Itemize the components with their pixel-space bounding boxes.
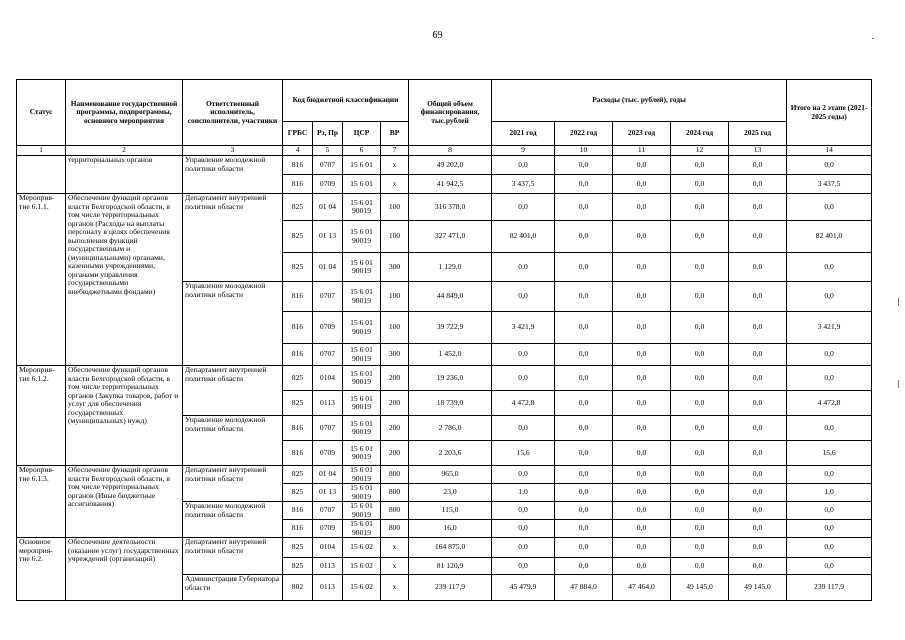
csr-cell: 15 6 01 90019: [343, 253, 381, 282]
program-name-cell: Обеспечение функций органов власти Белгородской области, в том числе территориальных органов (Иные бюджетные ассигнования): [66, 466, 183, 538]
grbs-cell: 825: [283, 391, 313, 416]
grbs-cell: 825: [283, 558, 313, 575]
stage-total-cell: 0,0: [787, 502, 872, 520]
total-cell: 16,0: [409, 520, 492, 538]
y2021-cell: 82 401,0: [492, 221, 555, 253]
rzpr-cell: 01 04: [313, 253, 343, 282]
y2021-cell: 0,0: [492, 416, 555, 441]
rzpr-cell: 0113: [313, 558, 343, 575]
y2024-cell: 0,0: [671, 538, 729, 558]
y2024-cell: 0,0: [671, 156, 729, 175]
y2022-cell: 0,0: [555, 221, 613, 253]
y2022-cell: 0,0: [555, 366, 613, 391]
csr-cell: 15 6 01 90019: [343, 391, 381, 416]
stage-total-cell: 0,0: [787, 466, 872, 484]
grbs-cell: 816: [283, 520, 313, 538]
csr-cell: 15 6 01 90019: [343, 441, 381, 466]
y2021-cell: 3 421,9: [492, 312, 555, 344]
csr-cell: 15 6 01 90019: [343, 194, 381, 221]
vr-cell: 100: [381, 221, 409, 253]
y2025-cell: 0,0: [729, 416, 787, 441]
y2023-cell: 0,0: [613, 194, 671, 221]
grbs-cell: 825: [283, 484, 313, 502]
y2024-cell: 0,0: [671, 194, 729, 221]
header-rzpr: Рз, Пр: [313, 122, 343, 146]
y2023-cell: 0,0: [613, 441, 671, 466]
y2023-cell: 0,0: [613, 366, 671, 391]
rzpr-cell: 0707: [313, 344, 343, 366]
status-cell: Мероприя-тие 6.1.2.: [17, 366, 66, 466]
total-cell: 316 378,0: [409, 194, 492, 221]
y2021-cell: 0,0: [492, 466, 555, 484]
y2022-cell: 0,0: [555, 344, 613, 366]
grbs-cell: 816: [283, 441, 313, 466]
rzpr-cell: 0709: [313, 441, 343, 466]
table-row: [17, 194, 872, 221]
y2022-cell: 0,0: [555, 391, 613, 416]
stage-total-cell: 3 421,9: [787, 312, 872, 344]
vr-cell: 300: [381, 253, 409, 282]
rzpr-cell: 0709: [313, 312, 343, 344]
executor-cell: Администрация Губернатора области: [183, 575, 283, 601]
y2022-cell: 0,0: [555, 441, 613, 466]
vr-cell: 800: [381, 484, 409, 502]
vr-cell: 800: [381, 466, 409, 484]
table-row: [17, 466, 872, 484]
budget-table: [16, 79, 872, 601]
csr-cell: 15 6 01 90019: [343, 344, 381, 366]
y2023-cell: 0,0: [613, 558, 671, 575]
y2022-cell: 0,0: [555, 520, 613, 538]
y2021-cell: 0,0: [492, 538, 555, 558]
header-year-2023: 2023 год: [613, 122, 671, 146]
y2021-cell: 0,0: [492, 253, 555, 282]
y2024-cell: 0,0: [671, 484, 729, 502]
y2022-cell: 0,0: [555, 253, 613, 282]
y2024-cell: 0,0: [671, 466, 729, 484]
y2025-cell: 0,0: [729, 221, 787, 253]
grbs-cell: 816: [283, 502, 313, 520]
grbs-cell: 816: [283, 312, 313, 344]
header-stage-total: Итого на 2 этапе (2021-2025 годы): [787, 80, 872, 146]
stage-total-cell: 0,0: [787, 344, 872, 366]
y2022-cell: 0,0: [555, 484, 613, 502]
rzpr-cell: 0707: [313, 502, 343, 520]
y2022-cell: 0,0: [555, 502, 613, 520]
stage-total-cell: 0,0: [787, 558, 872, 575]
y2023-cell: 0,0: [613, 538, 671, 558]
total-cell: 39 722,9: [409, 312, 492, 344]
vr-cell: 100: [381, 312, 409, 344]
y2025-cell: 0,0: [729, 502, 787, 520]
executor-cell: Управление молодежной политики области: [183, 502, 283, 538]
y2024-cell: 0,0: [671, 344, 729, 366]
y2025-cell: 0,0: [729, 253, 787, 282]
column-index: 1: [17, 146, 66, 156]
y2025-cell: 0,0: [729, 466, 787, 484]
y2024-cell: 0,0: [671, 558, 729, 575]
header-year-2022: 2022 год: [555, 122, 613, 146]
y2021-cell: 0,0: [492, 366, 555, 391]
y2023-cell: 0,0: [613, 344, 671, 366]
page-number: 69: [432, 30, 443, 41]
rzpr-cell: 01 04: [313, 466, 343, 484]
grbs-cell: 802: [283, 575, 313, 601]
stage-total-cell: 0,0: [787, 282, 872, 312]
grbs-cell: 825: [283, 538, 313, 558]
y2021-cell: 0,0: [492, 558, 555, 575]
rzpr-cell: 01 13: [313, 484, 343, 502]
grbs-cell: 825: [283, 221, 313, 253]
total-cell: 81 120,9: [409, 558, 492, 575]
y2024-cell: 0,0: [671, 175, 729, 194]
y2025-cell: 0,0: [729, 484, 787, 502]
column-index-row: [17, 146, 872, 156]
y2022-cell: 0,0: [555, 558, 613, 575]
stage-total-cell: 0,0: [787, 366, 872, 391]
stage-total-cell: 0,0: [787, 520, 872, 538]
scan-mark: [898, 380, 899, 388]
y2024-cell: 0,0: [671, 520, 729, 538]
csr-cell: 15 6 01 90019: [343, 466, 381, 484]
scan-mark: [898, 298, 899, 306]
y2024-cell: 0,0: [671, 282, 729, 312]
total-cell: 44 849,0: [409, 282, 492, 312]
y2022-cell: 0,0: [555, 312, 613, 344]
vr-cell: x: [381, 558, 409, 575]
grbs-cell: 816: [283, 175, 313, 194]
total-cell: 1 452,0: [409, 344, 492, 366]
header-grbs: ГРБС: [283, 122, 313, 146]
column-index: 13: [729, 146, 787, 156]
y2025-cell: 0,0: [729, 391, 787, 416]
csr-cell: 15 6 02: [343, 575, 381, 601]
y2023-cell: 0,0: [613, 466, 671, 484]
y2024-cell: 0,0: [671, 502, 729, 520]
header-year-2024: 2024 год: [671, 122, 729, 146]
header-expenses: Расходы (тыс. рублей), годы: [492, 80, 787, 122]
status-cell: Мероприя-тие 6.1.1.: [17, 194, 66, 366]
y2025-cell: 0,0: [729, 538, 787, 558]
table-row: [17, 156, 872, 175]
grbs-cell: 825: [283, 194, 313, 221]
budget-table-wrapper: [16, 79, 872, 601]
stage-total-cell: 0,0: [787, 194, 872, 221]
csr-cell: 15 6 01 90019: [343, 221, 381, 253]
y2023-cell: 0,0: [613, 312, 671, 344]
y2025-cell: 0,0: [729, 520, 787, 538]
y2022-cell: 0,0: [555, 175, 613, 194]
total-cell: 115,0: [409, 502, 492, 520]
csr-cell: 15 6 02: [343, 558, 381, 575]
rzpr-cell: 0707: [313, 156, 343, 175]
table-body: [17, 156, 872, 601]
total-cell: 164 875,0: [409, 538, 492, 558]
y2025-cell: 0,0: [729, 175, 787, 194]
y2024-cell: 0,0: [671, 441, 729, 466]
total-cell: 23,0: [409, 484, 492, 502]
y2025-cell: 0,0: [729, 366, 787, 391]
grbs-cell: 825: [283, 253, 313, 282]
vr-cell: x: [381, 575, 409, 601]
y2024-cell: 0,0: [671, 416, 729, 441]
total-cell: 41 942,5: [409, 175, 492, 194]
stage-total-cell: 15,6: [787, 441, 872, 466]
header-executor: Ответственный исполнитель, соисполнители, участники: [183, 80, 283, 146]
program-name-cell: территориальных органов: [66, 156, 183, 194]
status-cell: Мероприя-тие 6.1.3.: [17, 466, 66, 538]
program-name-cell: Обеспечение функций органов власти Белгородской области, в том числе территориальных органов (Закупка товаров, работ и услуг для обеспечения государственных (муниципальных) нужд): [66, 366, 183, 466]
vr-cell: 100: [381, 194, 409, 221]
rzpr-cell: 01 13: [313, 221, 343, 253]
y2021-cell: 45 479,9: [492, 575, 555, 601]
header-total-volume: Общий объем финансирования, тыс.рублей: [409, 80, 492, 146]
status-cell: Основное мероприя-тие 6.2.: [17, 538, 66, 601]
header-year-2021: 2021 год: [492, 122, 555, 146]
stage-total-cell: 0,0: [787, 538, 872, 558]
csr-cell: 15 6 01 90019: [343, 416, 381, 441]
csr-cell: 15 6 01 90019: [343, 282, 381, 312]
csr-cell: 15 6 01 90019: [343, 502, 381, 520]
vr-cell: 200: [381, 416, 409, 441]
header-csr: ЦСР: [343, 122, 381, 146]
y2022-cell: 0,0: [555, 194, 613, 221]
y2024-cell: 0,0: [671, 221, 729, 253]
csr-cell: 15 6 02: [343, 538, 381, 558]
column-index: 2: [66, 146, 183, 156]
grbs-cell: 816: [283, 156, 313, 175]
vr-cell: 200: [381, 391, 409, 416]
total-cell: 2 203,6: [409, 441, 492, 466]
total-cell: 965,0: [409, 466, 492, 484]
column-index: 7: [381, 146, 409, 156]
rzpr-cell: 0707: [313, 282, 343, 312]
stage-total-cell: 4 472,8: [787, 391, 872, 416]
vr-cell: 100: [381, 282, 409, 312]
y2022-cell: 0,0: [555, 538, 613, 558]
column-index: 8: [409, 146, 492, 156]
stage-total-cell: 3 437,5: [787, 175, 872, 194]
y2023-cell: 0,0: [613, 416, 671, 441]
rzpr-cell: 0113: [313, 391, 343, 416]
column-index: 10: [555, 146, 613, 156]
executor-cell: Департамент внутренней политики области: [183, 466, 283, 502]
stage-total-cell: 82 401,0: [787, 221, 872, 253]
y2021-cell: 15,6: [492, 441, 555, 466]
program-name-cell: Обеспечение функций органов власти Белгородской области, в том числе территориальных органов (Расходы на выплаты персоналу в целях обеспечения выполнения функций государственным и (муниципальными) органами, казенными учреждениями, органами управления государственными внебюджетными фондами): [66, 194, 183, 366]
csr-cell: 15 6 01 90019: [343, 484, 381, 502]
y2025-cell: 0,0: [729, 282, 787, 312]
total-cell: 327 471,0: [409, 221, 492, 253]
y2024-cell: 0,0: [671, 391, 729, 416]
vr-cell: 200: [381, 366, 409, 391]
vr-cell: x: [381, 156, 409, 175]
table-row: [17, 366, 872, 391]
total-cell: 2 786,0: [409, 416, 492, 441]
rzpr-cell: 0709: [313, 520, 343, 538]
csr-cell: 15 6 01: [343, 175, 381, 194]
header-year-2025: 2025 год: [729, 122, 787, 146]
y2022-cell: 0,0: [555, 466, 613, 484]
y2023-cell: 0,0: [613, 484, 671, 502]
grbs-cell: 816: [283, 416, 313, 441]
y2022-cell: 0,0: [555, 416, 613, 441]
total-cell: 18 739,0: [409, 391, 492, 416]
y2023-cell: 0,0: [613, 156, 671, 175]
column-index: 3: [183, 146, 283, 156]
y2021-cell: 0,0: [492, 344, 555, 366]
y2025-cell: 0,0: [729, 344, 787, 366]
grbs-cell: 825: [283, 466, 313, 484]
vr-cell: x: [381, 175, 409, 194]
csr-cell: 15 6 01 90019: [343, 312, 381, 344]
y2021-cell: 0,0: [492, 282, 555, 312]
vr-cell: 200: [381, 441, 409, 466]
grbs-cell: 816: [283, 344, 313, 366]
y2021-cell: 4 472,8: [492, 391, 555, 416]
csr-cell: 15 6 01 90019: [343, 366, 381, 391]
y2025-cell: 0,0: [729, 558, 787, 575]
y2023-cell: 0,0: [613, 175, 671, 194]
rzpr-cell: 0104: [313, 366, 343, 391]
y2021-cell: 0,0: [492, 194, 555, 221]
column-index: 9: [492, 146, 555, 156]
executor-cell: Управление молодежной политики области: [183, 282, 283, 366]
y2024-cell: 49 145,0: [671, 575, 729, 601]
total-cell: 239 117,9: [409, 575, 492, 601]
y2021-cell: 3 437,5: [492, 175, 555, 194]
vr-cell: 800: [381, 502, 409, 520]
y2025-cell: 0,0: [729, 312, 787, 344]
grbs-cell: 816: [283, 282, 313, 312]
total-cell: 19 236,0: [409, 366, 492, 391]
y2023-cell: 0,0: [613, 221, 671, 253]
y2022-cell: 0,0: [555, 282, 613, 312]
total-cell: 1 129,0: [409, 253, 492, 282]
y2023-cell: 0,0: [613, 282, 671, 312]
y2025-cell: 0,0: [729, 156, 787, 175]
y2021-cell: 1,0: [492, 484, 555, 502]
stage-total-cell: 239 117,9: [787, 575, 872, 601]
column-index: 6: [343, 146, 381, 156]
executor-cell: Департамент внутренней политики области: [183, 538, 283, 575]
y2023-cell: 0,0: [613, 391, 671, 416]
y2023-cell: 47 464,0: [613, 575, 671, 601]
y2025-cell: 0,0: [729, 194, 787, 221]
executor-cell: Управление молодежной политики области: [183, 156, 283, 194]
y2022-cell: 47 884,0: [555, 575, 613, 601]
csr-cell: 15 6 01 90019: [343, 520, 381, 538]
stage-total-cell: 0,0: [787, 253, 872, 282]
vr-cell: x: [381, 538, 409, 558]
header-vr: ВР: [381, 122, 409, 146]
y2024-cell: 0,0: [671, 312, 729, 344]
column-index: 14: [787, 146, 872, 156]
rzpr-cell: 0707: [313, 416, 343, 441]
grbs-cell: 825: [283, 366, 313, 391]
header-status: Статус: [17, 80, 66, 146]
column-index: 5: [313, 146, 343, 156]
vr-cell: 300: [381, 344, 409, 366]
rzpr-cell: 0113: [313, 575, 343, 601]
stage-total-cell: 1,0: [787, 484, 872, 502]
y2025-cell: 0,0: [729, 441, 787, 466]
executor-cell: Департамент внутренней политики области: [183, 194, 283, 282]
csr-cell: 15 6 01: [343, 156, 381, 175]
y2023-cell: 0,0: [613, 520, 671, 538]
column-index: 12: [671, 146, 729, 156]
column-index: 4: [283, 146, 313, 156]
y2021-cell: 0,0: [492, 520, 555, 538]
y2023-cell: 0,0: [613, 502, 671, 520]
table-row: [17, 538, 872, 558]
rzpr-cell: 0104: [313, 538, 343, 558]
y2021-cell: 0,0: [492, 156, 555, 175]
stage-total-cell: 0,0: [787, 416, 872, 441]
y2024-cell: 0,0: [671, 253, 729, 282]
y2021-cell: 0,0: [492, 502, 555, 520]
total-cell: 49 202,0: [409, 156, 492, 175]
vr-cell: 800: [381, 520, 409, 538]
rzpr-cell: 0709: [313, 175, 343, 194]
header-budget-code: Код бюджетной классификации: [283, 80, 409, 122]
executor-cell: Управление молодежной политики области: [183, 416, 283, 466]
executor-cell: Департамент внутренней политики области: [183, 366, 283, 416]
y2022-cell: 0,0: [555, 156, 613, 175]
stage-total-cell: 0,0: [787, 156, 872, 175]
y2023-cell: 0,0: [613, 253, 671, 282]
program-name-cell: Обеспечение деятельности (оказание услуг) государственных учреждений (организаций): [66, 538, 183, 601]
status-cell: [17, 156, 66, 194]
y2025-cell: 49 145,0: [729, 575, 787, 601]
y2024-cell: 0,0: [671, 366, 729, 391]
column-index: 11: [613, 146, 671, 156]
rzpr-cell: 01 04: [313, 194, 343, 221]
header-name: Наименование государственной программы, подпрограммы, основного мероприятия: [66, 80, 183, 146]
scan-mark: [872, 38, 874, 39]
